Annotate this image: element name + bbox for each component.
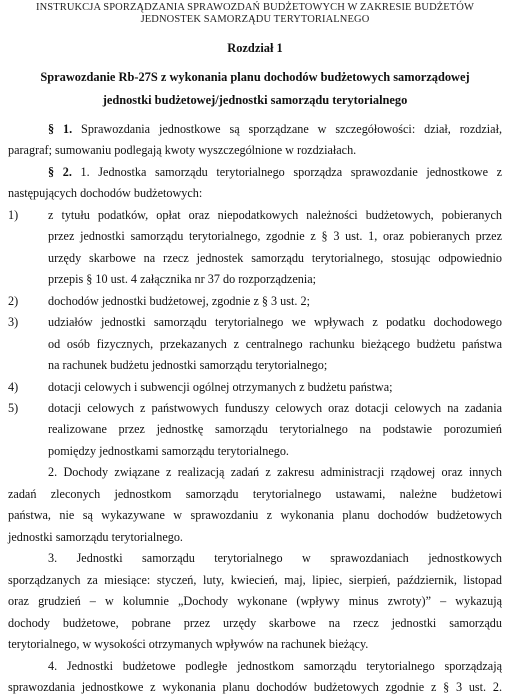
list-item-line: przepis § 10 ust. 4 załącznika nr 37 do rozporządzenia; <box>48 272 317 286</box>
list-item-line: realizowane przez jednostkę samorządu terytorialnego na podstawie porozumień <box>48 422 502 436</box>
list-item-line: urzędy skarbowe na rzecz jednostek samorządu terytorialnego, stosując odpowiednio <box>48 251 502 265</box>
paragraph-1-line1: § 1. Sprawozdania jednostkowe są sporządzane w szczegółowości: dział, rozdział, <box>48 122 502 136</box>
paragraph-2-line2: następujących dochodów budżetowych: <box>8 186 203 200</box>
subsection-3-line4: dochody budżetowe, pobrane przez urzędy skarbowe na rzecz jednostki samorządu <box>8 616 502 630</box>
list-item-line: na rachunek budżetu jednostki samorządu terytorialnego; <box>48 358 328 372</box>
list-item-line: przez jednostki samorządu terytorialnego, zgodnie z § 3 ust. 1, oraz pobieranych przez <box>48 229 502 243</box>
subsection-4-line2: sprawozdania jednostkowe z wykonania planu dochodów budżetowych zgodnie z § 3 ust. 2. <box>8 680 502 694</box>
subsection-4-line1: 4. Jednostki budżetowe podległe jednostkom samorządu terytorialnego sporządzają <box>48 659 502 673</box>
subsection-3-line1: 3. Jednostki samorządu terytorialnego w sprawozdaniach jednostkowych <box>48 551 502 565</box>
list-item-number: 4) <box>8 380 19 394</box>
subsection-3-line3: oraz grudzień – w kolumnie „Dochody wykonane (wpływy minus zwroty)” – wykazują <box>8 594 502 608</box>
paragraph-2-mark: § 2. <box>48 165 72 179</box>
paragraph-2-line1: § 2. 1. Jednostka samorządu terytorialnego sporządza sprawozdanie jednostkowe z <box>48 165 502 179</box>
list-item-number: 2) <box>8 294 19 308</box>
list-item-line: dochodów jednostki budżetowej, zgodnie z § 3 ust. 2; <box>48 294 310 308</box>
list-item-number: 5) <box>8 401 19 415</box>
section-title-line2: jednostki budżetowej/jednostki samorządu terytorialnego <box>102 93 408 107</box>
list-item-line: dotacji celowych i subwencji ogólnej otrzymanych z budżetu państwa; <box>48 380 393 394</box>
subsection-3-line5: terytorialnego, w wysokości otrzymanych wpływów na rachunek bieżący. <box>8 637 369 651</box>
subsection-2-line2: zadań zleconych jednostkom samorządu terytorialnego ustawami, należne budżetowi <box>8 487 502 501</box>
subsection-2-line1: 2. Dochody związane z realizacją zadań z zakresu administracji rządowej oraz innych <box>48 465 502 479</box>
paragraph-1-mark: § 1. <box>48 122 73 136</box>
list-item-line: z tytułu podatków, opłat oraz niepodatkowych należności budżetowych, pobieranych <box>48 208 502 222</box>
subsection-2-line4: jednostki samorządu terytorialnego. <box>8 530 183 544</box>
subsection-3-line2: sporządzanych za miesiące: styczeń, luty, kwiecień, maj, lipiec, sierpień, październik, listopad <box>8 573 502 587</box>
running-header-line1: INSTRUKCJA SPORZĄDZANIA SPRAWOZDAŃ BUDŻETOWYCH W ZAKRESIE BUDŻETÓW <box>35 2 474 13</box>
section-title-line1: Sprawozdanie Rb-27S z wykonania planu dochodów budżetowych samorządowej <box>40 70 470 84</box>
list-item-number: 1) <box>8 208 19 222</box>
running-header-line2: JEDNOSTEK SAMORZĄDU TERYTORIALNEGO <box>140 14 370 25</box>
chapter-heading: Rozdział 1 <box>227 41 283 55</box>
paragraph-1-line2: paragraf; sumowaniu podlegają kwoty wyszczególnione w rozdziałach. <box>8 143 357 157</box>
list-item-line: udziałów jednostki samorządu terytorialnego we wpływach z podatku dochodowego <box>48 315 502 329</box>
list-item-line: dotacji celowych z państwowych funduszy celowych oraz dotacji celowych na zadania <box>48 401 502 415</box>
list-item-line: pomiędzy jednostkami samorządu terytorialnego. <box>48 444 289 458</box>
list-item-number: 3) <box>8 315 19 329</box>
subsection-2-line3: państwa, nie są wykazywane w sprawozdaniu z wykonania planu dochodów budżetowych <box>8 508 502 522</box>
list-item-line: od osób fizycznych, przekazanych z centralnego rachunku bieżącego budżetu państwa <box>48 337 502 351</box>
